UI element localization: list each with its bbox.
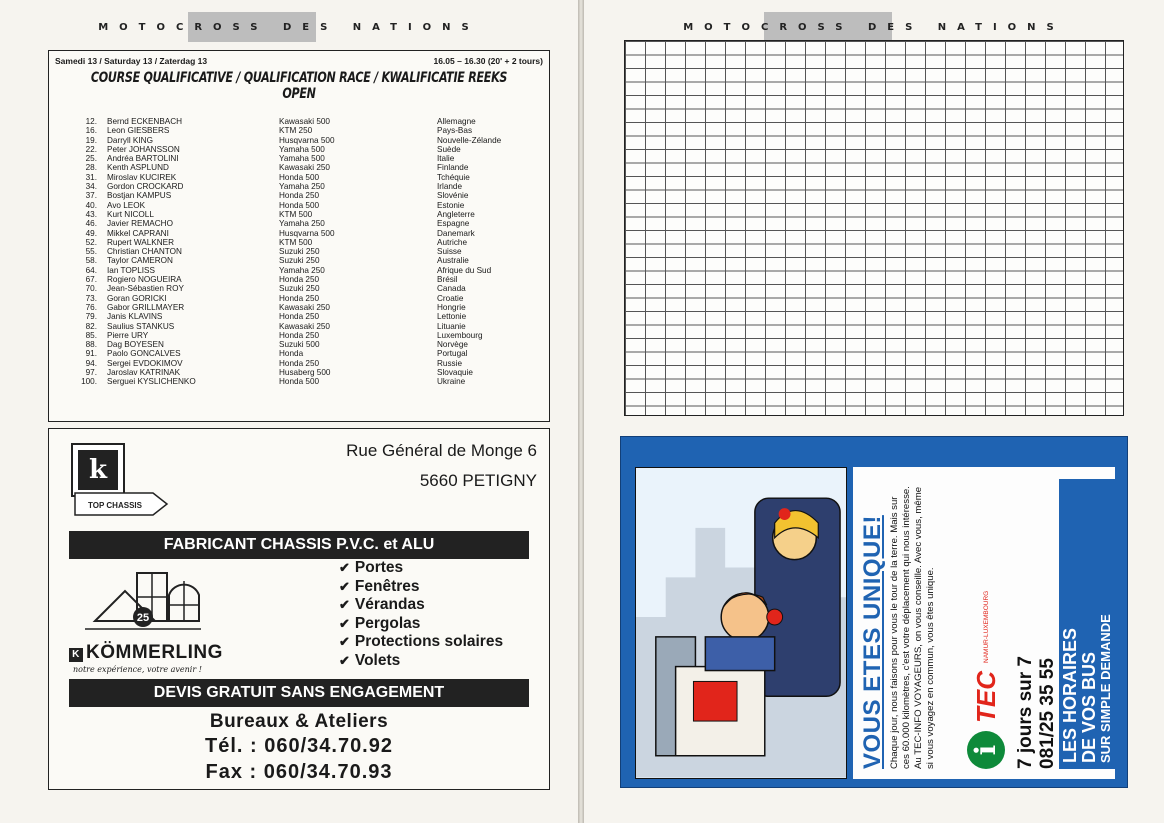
qualification-results-box — [48, 50, 550, 422]
rider-number: 52. — [85, 237, 97, 247]
rider-name: Taylor CAMERON — [107, 256, 173, 266]
result-row — [69, 136, 539, 145]
rider-name: Kurt NICOLL — [107, 209, 154, 219]
rider-number: 43. — [85, 209, 97, 219]
running-head-text: MOTOCROSS DES NATIONS — [683, 21, 1065, 33]
rider-name: Sergei EVDOKIMOV — [107, 358, 183, 368]
tec-region: NAMUR-LUXEMBOURG — [982, 590, 990, 663]
motorcycle: KTM 500 — [279, 237, 313, 247]
availability: 7 jours sur 7 — [1015, 656, 1036, 769]
rider-number: 79. — [85, 312, 97, 322]
motorcycle: Honda 250 — [279, 330, 320, 340]
result-row — [69, 154, 539, 163]
manufacturer-banner: FABRICANT CHASSIS P.V.C. et ALU — [69, 531, 529, 559]
result-row — [69, 247, 539, 256]
top-chassis-label: TOP CHASSIS — [88, 501, 142, 510]
feature-item: ✔ Pergolas — [339, 615, 503, 634]
country: Angleterre — [437, 209, 475, 219]
rider-name: Bostjan KAMPUS — [107, 191, 172, 201]
result-row — [69, 294, 539, 303]
tec-brand: TEC — [970, 671, 1001, 723]
country: Portugal — [437, 349, 468, 359]
tec-phone: 081/25 35 55 — [1037, 658, 1058, 769]
address-city: 5660 PETIGNY — [419, 471, 537, 490]
race-header — [49, 51, 549, 66]
rider-number: 16. — [85, 126, 97, 136]
country: Norvège — [437, 340, 468, 350]
years-badge: 25 — [136, 612, 150, 624]
result-row — [69, 145, 539, 154]
motorcycle: Suzuki 250 — [279, 256, 320, 266]
brand-mark: K — [69, 648, 83, 662]
motorcycle: Husaberg 500 — [279, 368, 331, 378]
country: Australie — [437, 256, 469, 266]
race-title: COURSE QUALIFICATIVE / QUALIFICATION RACE / KWALIFICATIE REEKS OPEN — [90, 70, 508, 102]
result-row — [69, 210, 539, 219]
rider-number: 58. — [85, 256, 97, 266]
tec-body — [889, 479, 963, 769]
country: Croatie — [437, 293, 464, 303]
rider-name: Andréa BARTOLINI — [107, 154, 179, 164]
address-street: Rue Général de Monge 6 — [346, 441, 537, 460]
slogan-line-3: SUR SIMPLE DEMANDE — [1098, 614, 1113, 763]
country: Afrique du Sud — [437, 265, 492, 275]
free-quote-banner: DEVIS GRATUIT SANS ENGAGEMENT — [69, 679, 529, 707]
rider-number: 67. — [85, 275, 97, 285]
motorcycle: Kawasaki 500 — [279, 117, 330, 126]
rider-name: Peter JOHANSSON — [107, 144, 180, 154]
country: Lettonie — [437, 312, 467, 322]
rider-number: 97. — [85, 368, 97, 378]
result-row — [69, 331, 539, 340]
rider-number: 31. — [85, 172, 97, 182]
rider-number: 64. — [85, 265, 97, 275]
rider-name: Ian TOPLISS — [107, 265, 155, 275]
result-row — [69, 117, 539, 126]
body-text: Chaque jour, nous faisons pour vous le tour de la terre. Mais sur ces 60.000 kilomètres, c'est votre déplacement qui nous intéresse. Au TEC-INFO VOYAGEURS, on vous conseille. Avec vous, même si vous voyagez en commun, vous êtes unique. — [889, 486, 936, 769]
motorcycle: Kawasaki 250 — [279, 302, 330, 312]
motorcycle: Honda 500 — [279, 200, 320, 210]
tec-slogan — [1059, 479, 1115, 769]
country: Slovénie — [437, 191, 469, 201]
country: Italie — [437, 154, 455, 164]
motorcycle: Honda 250 — [279, 275, 320, 285]
rider-name: Bernd ECKENBACH — [107, 117, 183, 126]
rider-number: 70. — [85, 284, 97, 294]
feature-item: ✔ Vérandas — [339, 596, 503, 615]
motorcycle: Suzuki 250 — [279, 284, 320, 294]
result-row — [69, 256, 539, 265]
country: Russie — [437, 358, 463, 368]
result-row — [69, 349, 539, 358]
rider-number: 91. — [85, 349, 97, 359]
race-date: Samedi 13 / Saturday 13 / Zaterdag 13 — [55, 56, 208, 66]
rider-name: Javier REMACHO — [107, 219, 173, 229]
brand-tagline: notre expérience, votre avenir ! — [73, 665, 202, 674]
cartoon-illustration — [635, 467, 847, 779]
race-time: 16.05 – 16.30 (20' + 2 tours) — [433, 56, 543, 66]
slogan-line-2: DE VOS BUS — [1079, 651, 1099, 763]
running-head-right — [584, 12, 1164, 42]
rider-name: Paolo GONCALVES — [107, 349, 181, 359]
result-row — [69, 284, 539, 293]
motorcycle: Honda 250 — [279, 312, 320, 322]
motorcycle: Honda 250 — [279, 191, 320, 201]
rider-name: Rogiero NOGUEIRA — [107, 275, 182, 285]
motorcycle: Honda 500 — [279, 172, 320, 182]
rider-name: Saulius STANKUS — [107, 321, 175, 331]
running-head-text: MOTOCROSS DES NATIONS — [98, 21, 480, 33]
right-page — [584, 0, 1164, 823]
motorcycle: Suzuki 500 — [279, 340, 320, 350]
country: Luxembourg — [437, 330, 483, 340]
country: Nouvelle-Zélande — [437, 135, 502, 145]
feature-item: ✔ Fenêtres — [339, 578, 503, 597]
rider-number: 22. — [85, 144, 97, 154]
country: Espagne — [437, 219, 470, 229]
result-row — [69, 182, 539, 191]
rider-name: Mikkel CAPRANI — [107, 228, 169, 238]
tec-contact — [1015, 479, 1063, 769]
rider-name: Pierre URY — [107, 330, 149, 340]
country: Slovaquie — [437, 368, 473, 378]
motorcycle: KTM 250 — [279, 126, 313, 136]
feature-item: ✔ Portes — [339, 559, 503, 578]
country: Irlande — [437, 182, 463, 192]
notes-grid — [624, 40, 1124, 416]
top-chassis-arrow-icon — [73, 487, 169, 521]
rider-name: Janis KLAVINS — [107, 312, 163, 322]
rider-number: 12. — [85, 117, 97, 126]
feature-item: ✔ Protections solaires — [339, 633, 503, 652]
result-row — [69, 219, 539, 228]
rider-name: Christian CHANTON — [107, 247, 182, 257]
result-row — [69, 126, 539, 135]
windows-doors-icon — [85, 569, 201, 641]
rider-number: 46. — [85, 219, 97, 229]
left-page — [0, 0, 578, 823]
country: Ukraine — [437, 377, 466, 387]
kommerling-advertisement — [48, 428, 550, 790]
results-list — [69, 117, 539, 387]
motorcycle: Kawasaki 250 — [279, 321, 330, 331]
result-row — [69, 359, 539, 368]
feature-item: ✔ Volets — [339, 652, 503, 671]
rider-number: 82. — [85, 321, 97, 331]
rider-name: Gordon CROCKARD — [107, 182, 184, 192]
motorcycle: Yamaha 250 — [279, 265, 325, 275]
result-row — [69, 377, 539, 386]
result-row — [69, 322, 539, 331]
country: Suisse — [437, 247, 462, 257]
logo-letter: k — [78, 450, 118, 490]
rider-number: 28. — [85, 163, 97, 173]
motorcycle: Yamaha 250 — [279, 219, 325, 229]
rider-number: 100. — [81, 377, 97, 387]
country: Suède — [437, 144, 461, 154]
country: Finlande — [437, 163, 469, 173]
country: Estonie — [437, 200, 465, 210]
result-row — [69, 340, 539, 349]
country: Danemark — [437, 228, 475, 238]
motorcycle: Kawasaki 250 — [279, 163, 330, 173]
result-row — [69, 229, 539, 238]
brand-name: KÖMMERLING — [86, 642, 223, 663]
rider-number: 37. — [85, 191, 97, 201]
slogan-line-1: LES HORAIRES — [1060, 627, 1080, 763]
rider-name: Darryll KING — [107, 135, 153, 145]
rider-number: 88. — [85, 340, 97, 350]
result-row — [69, 191, 539, 200]
rider-name: Miroslav KUCIREK — [107, 172, 177, 182]
product-features-list — [339, 559, 503, 670]
motorcycle: Honda 250 — [279, 293, 320, 303]
rider-number: 85. — [85, 330, 97, 340]
rider-number: 40. — [85, 200, 97, 210]
result-row — [69, 275, 539, 284]
country: Tchéquie — [437, 172, 470, 182]
kommerling-brand — [69, 642, 223, 664]
tec-info-row — [967, 479, 1013, 769]
motorcycle: KTM 500 — [279, 209, 313, 219]
tec-advertisement — [620, 436, 1128, 788]
motorcycle: Yamaha 500 — [279, 154, 325, 164]
country: Canada — [437, 284, 466, 294]
country: Pays-Bas — [437, 126, 473, 136]
rider-name: Kenth ASPLUND — [107, 163, 169, 173]
rider-number: 73. — [85, 293, 97, 303]
rider-number: 55. — [85, 247, 97, 257]
rider-number: 25. — [85, 154, 97, 164]
info-icon: i — [967, 731, 1005, 769]
country: Autriche — [437, 237, 468, 247]
result-row — [69, 173, 539, 182]
motorcycle: Husqvarna 500 — [279, 228, 335, 238]
headline-text: VOUS ETES UNIQUE! — [859, 515, 886, 769]
result-row — [69, 266, 539, 275]
motorcycle: Yamaha 500 — [279, 144, 325, 154]
motorcycle: Suzuki 250 — [279, 247, 320, 257]
motorcycle: Honda 250 — [279, 358, 320, 368]
offices-label: Bureaux & Ateliers — [209, 711, 389, 732]
result-row — [69, 201, 539, 210]
rider-number: 76. — [85, 302, 97, 312]
motorcycle: Husqvarna 500 — [279, 135, 335, 145]
country: Allemagne — [437, 117, 476, 126]
country: Hongrie — [437, 302, 466, 312]
rider-name: Serguei KYSLICHENKO — [107, 377, 196, 387]
rider-name: Dag BOYESEN — [107, 340, 164, 350]
rider-number: 94. — [85, 358, 97, 368]
motorcycle: Honda — [279, 349, 304, 359]
rider-number: 34. — [85, 182, 97, 192]
motorcycle: Honda 500 — [279, 377, 320, 387]
result-row — [69, 238, 539, 247]
tec-text-panel — [853, 467, 1115, 779]
result-row — [69, 368, 539, 377]
rider-name: Avo LEOK — [107, 200, 146, 210]
rider-name: Jaroslav KATRINAK — [107, 368, 181, 378]
result-row — [69, 312, 539, 321]
rider-name: Gabor GRILLMAYER — [107, 302, 185, 312]
country: Brésil — [437, 275, 458, 285]
rider-number: 19. — [85, 135, 97, 145]
rider-name: Leon GIESBERS — [107, 126, 170, 136]
rider-name: Goran GORICKI — [107, 293, 167, 303]
running-head-left — [0, 12, 578, 42]
rider-number: 49. — [85, 228, 97, 238]
rider-name: Jean-Sébastien ROY — [107, 284, 184, 294]
motorcycle: Yamaha 250 — [279, 182, 325, 192]
rider-name: Rupert WALKNER — [107, 237, 175, 247]
result-row — [69, 303, 539, 312]
country: Lituanie — [437, 321, 466, 331]
tec-headline — [859, 479, 887, 769]
fax: Fax : 060/34.70.93 — [205, 761, 393, 783]
result-row — [69, 163, 539, 172]
telephone: Tél. : 060/34.70.92 — [204, 735, 393, 757]
